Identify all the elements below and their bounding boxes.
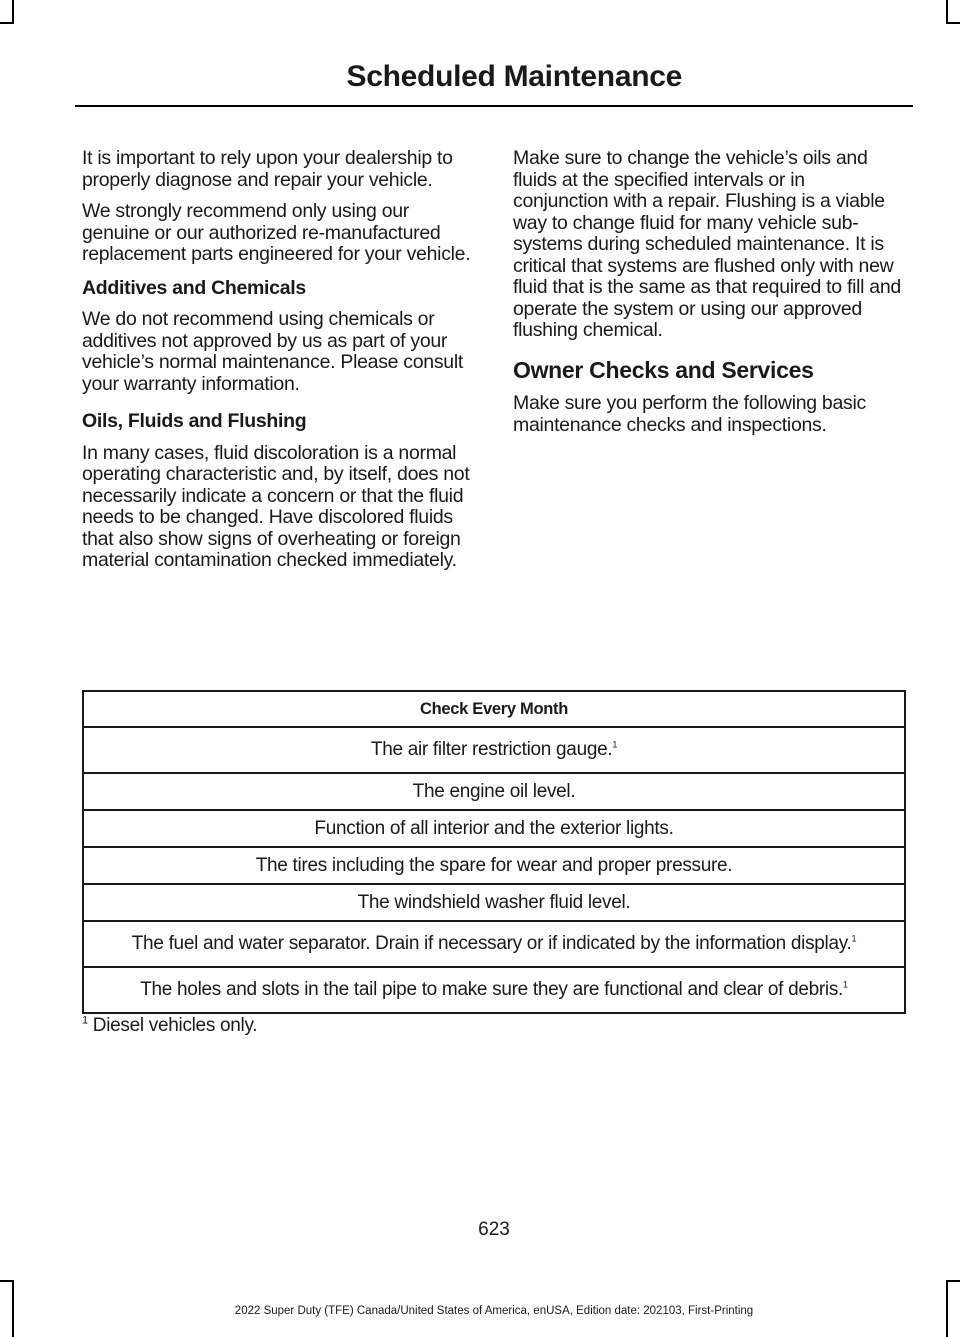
footnote-text: Diesel vehicles only.: [87, 1015, 258, 1036]
table-row: [83, 847, 905, 884]
crop-mark: [946, 1280, 960, 1282]
paragraph: Make sure you perform the following basic maintenance checks and inspections.: [513, 392, 866, 436]
edition-info: 2022 Super Duty (TFE) Canada/United States of America, enUSA, Edition date: 202103, First-Printing: [234, 1305, 754, 1317]
crop-mark: [0, 1280, 14, 1282]
table-header: Check Every Month: [83, 691, 905, 727]
right-column: [513, 148, 905, 446]
table-cell: The windshield washer fluid level.: [83, 884, 905, 921]
crop-mark: [0, 22, 14, 24]
table-cell: The holes and slots in the tail pipe to make sure they are functional and clear of debris.$^1$: [83, 967, 905, 1013]
table-header-row: [83, 691, 905, 727]
title-divider: [75, 105, 913, 107]
footnote-ref: 1: [843, 979, 848, 990]
section-heading: Oils, Fluids and Flushing: [82, 410, 307, 432]
crop-mark: [12, 0, 14, 24]
table-cell: Function of all interior and the exterior lights.: [83, 810, 905, 847]
footnote-ref: 1: [851, 933, 857, 944]
section-heading: Owner Checks and Services: [513, 356, 814, 383]
page-number: 623: [478, 1219, 510, 1240]
paragraph: In many cases, fluid discoloration is a normal operating characteristic and, by itself, does not necessarily indicate a concern or that the fluid needs to be changed. Have discolored fluids that also show signs of overheating or foreign material contamination checked immediately.: [82, 441, 470, 571]
section-heading: Additives and Chemicals: [82, 276, 306, 299]
table-row: [83, 773, 905, 810]
table-cell: The fuel and water separator. Drain if necessary or if indicated by the information display.$^1$: [83, 921, 905, 967]
table-cell: The air filter restriction gauge.$^1$: [83, 727, 905, 773]
left-column: [82, 148, 474, 582]
table-cell: The engine oil level.: [83, 773, 905, 810]
crop-mark: [946, 22, 960, 24]
footnote: [82, 1015, 257, 1037]
paragraph: Make sure to change the vehicle’s oils and fluids at the specified intervals or in conjunction with a repair. Flushing is a viable way to change fluid for many vehicle sub-systems during scheduled maintenance. It is critical that systems are flushed only with new fluid that is the same as that required to fill and operate the system or using our approved flushing chemical.: [513, 147, 901, 341]
footnote-marker: 1: [82, 1014, 88, 1027]
page-title: Scheduled Maintenance: [346, 60, 682, 93]
table-row: [83, 884, 905, 921]
table-row: [83, 967, 905, 1013]
crop-mark: [946, 0, 948, 24]
footnote-ref: 1: [612, 739, 618, 750]
paragraph: We do not recommend using chemicals or additives not approved by us as part of your vehicle’s normal maintenance. Please consult your warranty information.: [82, 308, 463, 395]
table-row: [83, 921, 905, 967]
paragraph: It is important to rely upon your dealership to properly diagnose and repair your vehicle.: [82, 147, 453, 191]
check-every-month-table: [82, 690, 906, 1014]
paragraph: We strongly recommend only using our genuine or our authorized re-manufactured replacement parts engineered for your vehicle.: [82, 200, 471, 265]
table-cell: The tires including the spare for wear and proper pressure.: [83, 847, 905, 884]
table-row: [83, 727, 905, 773]
table-row: [83, 810, 905, 847]
